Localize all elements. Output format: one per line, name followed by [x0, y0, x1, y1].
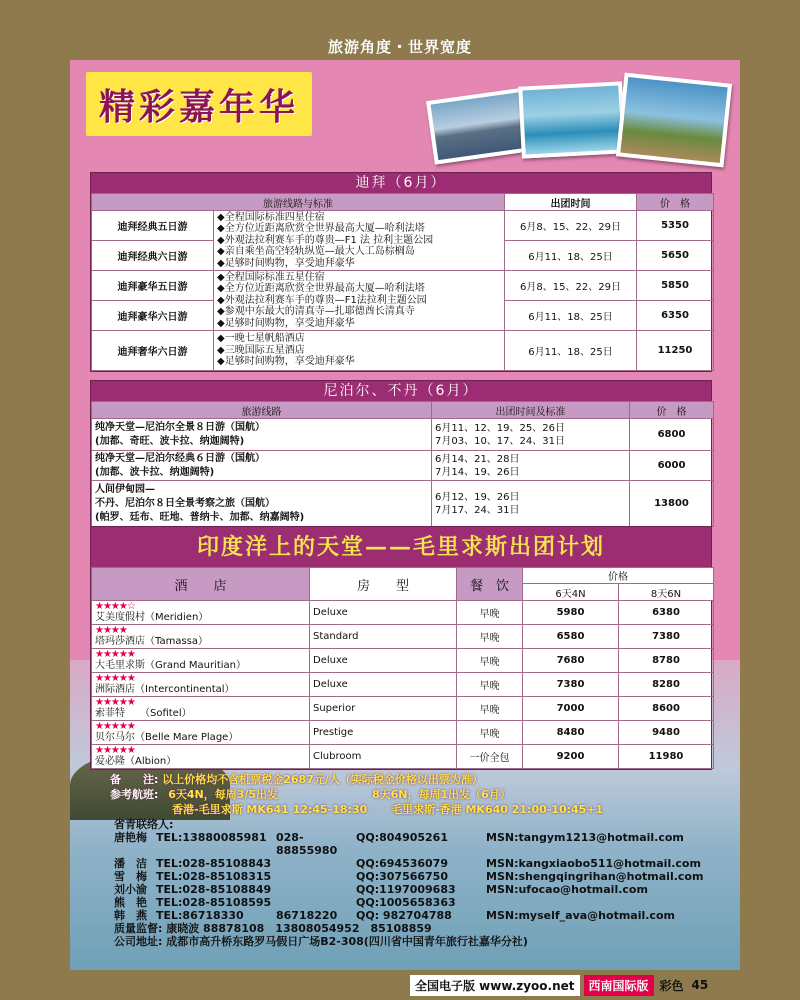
dubai-route-dates: 6月11、18、25日	[505, 331, 637, 371]
hotel-cell: ★★★★★ 索菲特 （Sofitel）	[92, 697, 310, 721]
contacts-title: 省青联络人:	[114, 818, 174, 831]
page-number: 45	[691, 978, 709, 992]
room-type: Prestige	[310, 721, 457, 745]
room-type: Deluxe	[310, 601, 457, 625]
contact-row: 熊 艳 TEL:028-85108595 QQ:1005658363	[114, 896, 456, 909]
nepal-route-price: 6800	[630, 419, 714, 451]
star-rating: ★★★★★	[95, 744, 135, 756]
mauritius-section	[90, 526, 712, 770]
nepal-route-header: 旅游线路	[92, 402, 432, 419]
nepal-route-price: 13800	[630, 481, 714, 527]
dubai-route-header: 旅游线路与标准	[92, 194, 505, 211]
meal-plan: 早晚	[457, 601, 523, 625]
dubai-route-price: 11250	[637, 331, 714, 371]
star-rating: ★★★★★	[95, 720, 135, 732]
dubai-route-dates: 6月8、15、22、29日	[505, 211, 637, 241]
star-rating: ★★★★	[95, 624, 127, 636]
carnival-banner	[86, 72, 312, 136]
hotel-cell: ★★★★★ 大毛里求斯（Grand Mauritian）	[92, 649, 310, 673]
hotel-cell: ★★★★★ 贝尔马尔（Belle Mare Plage）	[92, 721, 310, 745]
flight-outbound: 香港-毛里求斯 MK641 12:45-18:30	[172, 803, 368, 816]
dubai-route-price: 5350	[637, 211, 714, 241]
page-footer	[410, 974, 708, 996]
mauritius-title: 印度洋上的天堂——毛里求斯出团计划	[91, 527, 711, 567]
room-type: Deluxe	[310, 649, 457, 673]
nepal-route-name: 纯净天堂—尼泊尔全景８日游（国航） (加都、奇旺、波卡拉、纳迦阔特)	[92, 419, 432, 451]
flight-8d: 8天6N，每周1出发（6月）	[371, 788, 511, 801]
flight-label: 参考航班:	[110, 788, 159, 801]
dubai-route-bullets: ◆全程国际标准四星住宿 ◆全方位近距离欣赏全世界最高大厦—哈利法塔 ◆外观法拉利赛车手的尊贵—F1 法 拉利主题公园 ◆亲自乘坐高空轻轨纵览—最大人工岛棕榈岛 ◆足够时间购物，享受迪拜豪华	[214, 211, 505, 271]
nepal-title: 尼泊尔、不丹（6月）	[91, 381, 711, 401]
nepal-route-dates: 6月11、12、19、25、26日 7月03、10、17、24、31日	[432, 419, 630, 451]
dubai-route-name: 迪拜豪华五日游	[92, 271, 214, 301]
dubai-route-price: 5850	[637, 271, 714, 301]
hotel-cell: ★★★★ 塔玛莎酒店（Tamassa）	[92, 625, 310, 649]
contact-row: 雪 梅 TEL:028-85108315 QQ:307566750 MSN:shengqingrihan@hotmail.com	[114, 870, 704, 883]
contact-row: 唐艳梅 TEL:13880085981 028-88855980 QQ:804905261 MSN:tangym1213@hotmail.com	[114, 831, 684, 857]
nepal-price-header: 价 格	[630, 402, 714, 419]
contact-row: 刘小渝 TEL:028-85108849 QQ:1197009683 MSN:ufocao@hotmail.com	[114, 883, 648, 896]
dubai-title: 迪拜（6月）	[91, 173, 711, 193]
room-header: 房 型	[310, 568, 457, 601]
color-label: 彩色	[659, 978, 684, 993]
magazine-header: 旅游角度・世界宽度	[327, 38, 472, 56]
company-address: 公司地址: 成都市高升桥东路罗马假日广场B2-308(四川省中国青年旅行社嘉华分社)	[114, 935, 528, 948]
price-6d: 7680	[523, 649, 619, 673]
hotel-cell: ★★★★★ 爱必隆（Albion）	[92, 745, 310, 769]
price-6d: 7000	[523, 697, 619, 721]
dubai-route-dates: 6月11、18、25日	[505, 241, 637, 271]
dubai-section	[90, 172, 712, 372]
remark-text: 以上价格均不含机票税金2687元/人（实际税金价格以出票为准）	[162, 773, 483, 786]
price-6d: 7380	[523, 673, 619, 697]
nepal-route-dates: 6月14、21、28日 7月14、19、26日	[432, 451, 630, 481]
contacts-block	[114, 818, 724, 948]
dubai-table	[91, 193, 714, 371]
price-8d: 8280	[619, 673, 714, 697]
dubai-price-header: 价 格	[637, 194, 714, 211]
nepal-route-dates: 6月12、19、26日 7月17、24、31日	[432, 481, 630, 527]
hotel-cell: ★★★★★ 洲际酒店（Intercontinental）	[92, 673, 310, 697]
contact-row: 韩 燕 TEL:86718330 86718220 QQ: 982704788 MSN:myself_ava@hotmail.com	[114, 909, 675, 922]
meal-plan: 一价全包	[457, 745, 523, 769]
dubai-route-dates: 6月8、15、22、29日	[505, 271, 637, 301]
hotel-cell: ★★★★☆ 艾美度假村（Meridien）	[92, 601, 310, 625]
dubai-route-dates: 6月11、18、25日	[505, 301, 637, 331]
meal-plan: 早晚	[457, 649, 523, 673]
price-6d: 5980	[523, 601, 619, 625]
price-8d: 6380	[619, 601, 714, 625]
room-type: Superior	[310, 697, 457, 721]
price-6d: 6580	[523, 625, 619, 649]
price-8d: 11980	[619, 745, 714, 769]
dubai-route-bullets: ◆全程国际标准五星住宿 ◆全方位近距离欣赏全世界最高大厦—哈利法塔 ◆外观法拉利赛车手的尊贵—F1法拉利主题公园 ◆参观中东最大的清真寺—扎耶德酋长清真寺 ◆足够时间购物，享受迪拜豪华	[214, 271, 505, 331]
remark-label: 备 注:	[110, 773, 159, 786]
price-8d: 7380	[619, 625, 714, 649]
contact-row: 潘 洁 TEL:028-85108843 QQ:694536079 MSN:kangxiaobo511@hotmail.com	[114, 857, 701, 870]
dubai-route-name: 迪拜经典六日游	[92, 241, 214, 271]
notes-block	[110, 772, 720, 817]
pool-resort-photo	[518, 81, 626, 158]
dubai-dates-header: 出团时间	[505, 194, 637, 211]
nepal-dates-header: 出团时间及标准	[432, 402, 630, 419]
price-8d: 8600	[619, 697, 714, 721]
room-type: Clubroom	[310, 745, 457, 769]
price-6d: 9200	[523, 745, 619, 769]
meal-plan: 早晚	[457, 697, 523, 721]
meal-header: 餐 饮	[457, 568, 523, 601]
banner-text: 精彩嘉年华	[98, 85, 299, 128]
dubai-route-price: 6350	[637, 301, 714, 331]
price-8d: 8780	[619, 649, 714, 673]
price-8d: 9480	[619, 721, 714, 745]
nepal-table	[91, 401, 714, 527]
meal-plan: 早晚	[457, 625, 523, 649]
price-header: 价格	[523, 568, 714, 584]
star-rating: ★★★★☆	[95, 600, 135, 612]
meal-plan: 早晚	[457, 673, 523, 697]
nepal-section	[90, 380, 712, 528]
mountain-lake-photo	[426, 87, 534, 164]
dubai-route-price: 5650	[637, 241, 714, 271]
meal-plan: 早晚	[457, 721, 523, 745]
quality-supervision: 质量监督: 康晓波 88878108 13808054952 85108859	[114, 922, 432, 935]
mauritius-table	[91, 567, 714, 769]
price-8d-header: 8天6N	[619, 584, 714, 601]
star-rating: ★★★★★	[95, 672, 135, 684]
edition-badge: 西南国际版	[584, 975, 654, 996]
star-rating: ★★★★★	[95, 648, 135, 660]
dubai-route-bullets: ◆一晚七星帆船酒店 ◆三晚国际五星酒店 ◆足够时间购物，享受迪拜豪华	[214, 331, 505, 371]
dubai-route-name: 迪拜经典五日游	[92, 211, 214, 241]
flight-return: 毛里求斯-香港 MK640 21:00-10:45+1	[391, 803, 604, 816]
price-6d-header: 6天4N	[523, 584, 619, 601]
palm-beach-photo	[616, 73, 732, 168]
nepal-route-name: 人间伊甸园— 不丹、尼泊尔８日全景考察之旅（国航） (帕罗、廷布、旺地、普纳卡、加都、纳嘉阔特)	[92, 481, 432, 527]
room-type: Standard	[310, 625, 457, 649]
flight-6d: 6天4N，每周3/5出发	[168, 788, 279, 801]
dubai-route-name: 迪拜豪华六日游	[92, 301, 214, 331]
nepal-route-name: 纯净天堂—尼泊尔经典６日游（国航） (加都、波卡拉、纳迦阔特)	[92, 451, 432, 481]
dubai-route-name: 迪拜奢华六日游	[92, 331, 214, 371]
price-6d: 8480	[523, 721, 619, 745]
travel-photos	[430, 70, 730, 180]
website-link[interactable]: 全国电子版 www.zyoo.net	[410, 975, 580, 996]
room-type: Deluxe	[310, 673, 457, 697]
content-panel	[70, 60, 740, 970]
hotel-header: 酒 店	[92, 568, 310, 601]
star-rating: ★★★★★	[95, 696, 135, 708]
nepal-route-price: 6000	[630, 451, 714, 481]
